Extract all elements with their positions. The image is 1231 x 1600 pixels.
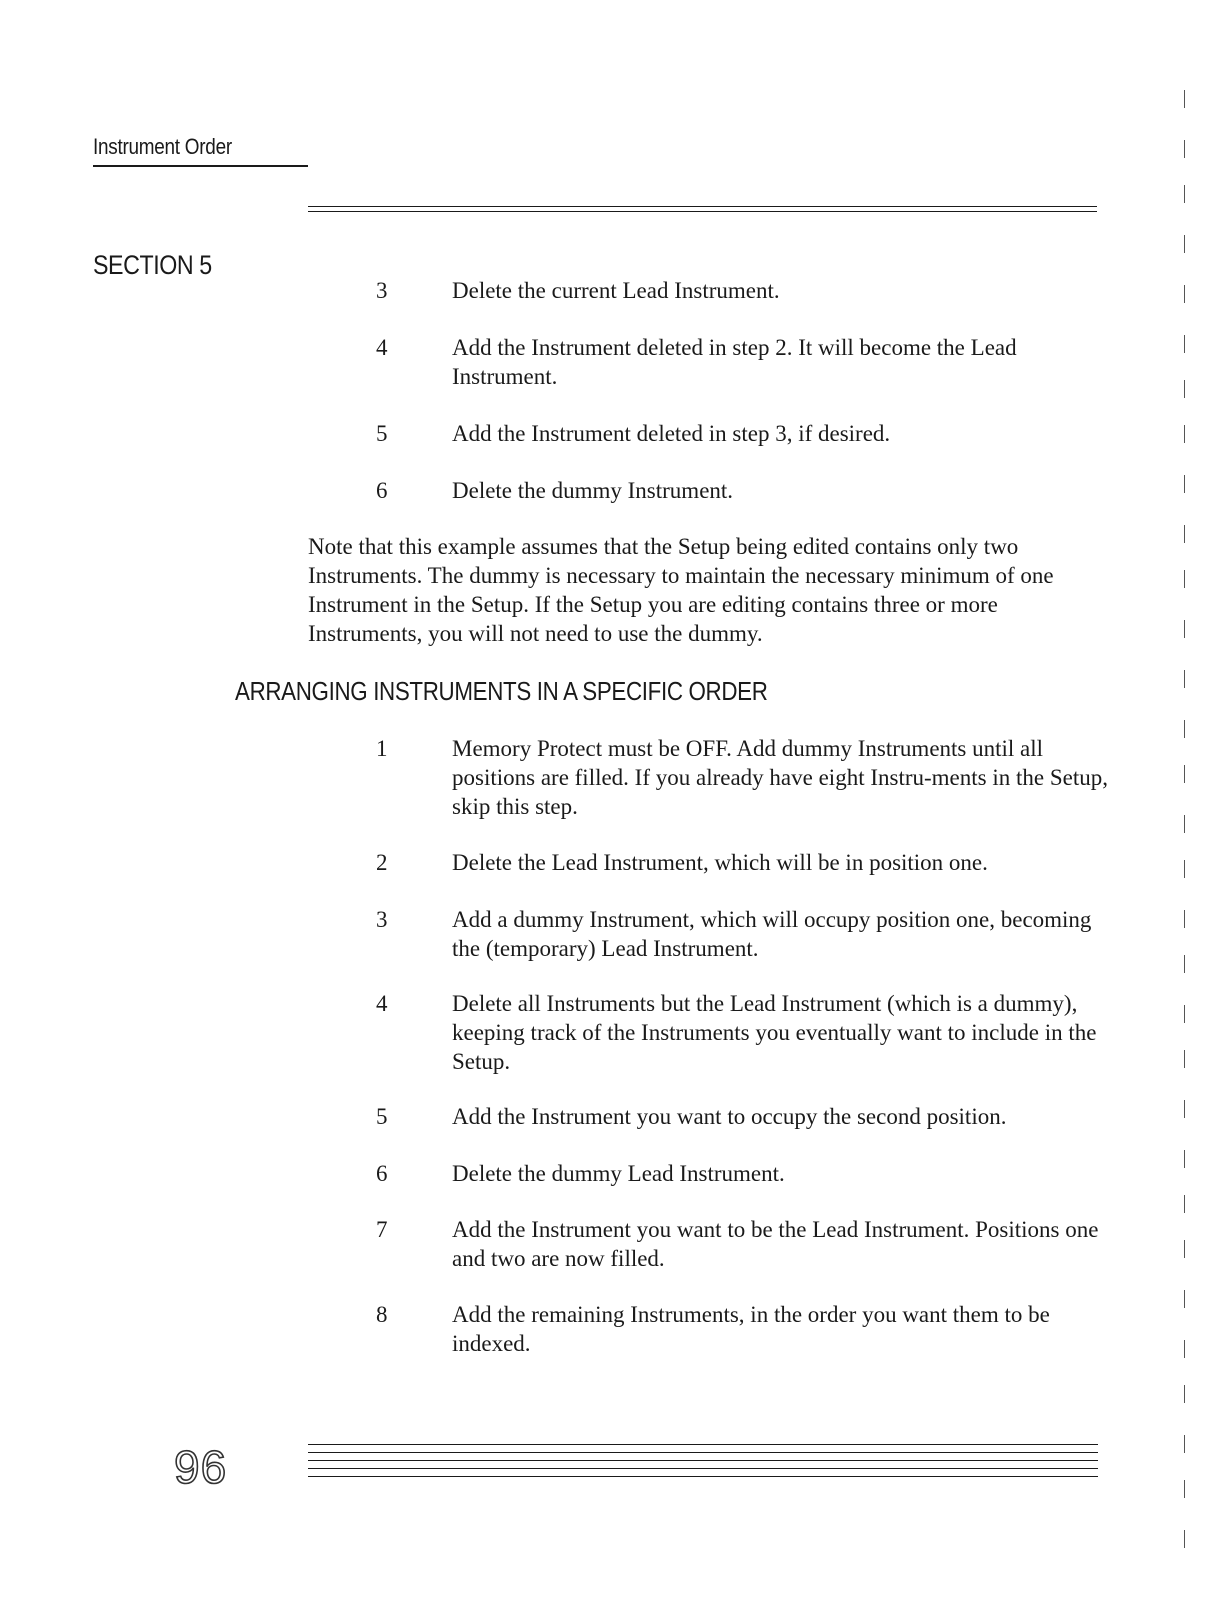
step-text: Add the Instrument deleted in step 3, if desired. — [452, 421, 891, 446]
section-label: SECTION 5 — [93, 250, 212, 280]
subheading: ARRANGING INSTRUMENTS IN A SPECIFIC ORDER — [235, 676, 768, 706]
step-text: Memory Protect must be OFF. Add dummy Instruments until all positions are filled. If you already have eight Instru-ments in the Setup, skip this step. — [452, 736, 1108, 819]
step-text: Add a dummy Instrument, which will occupy position one, becoming the (temporary) Lead Instrument. — [452, 907, 1092, 961]
step-text: Add the Instrument you want to be the Lead Instrument. Positions one and two are now filled. — [452, 1217, 1099, 1271]
step-text: Delete all Instruments but the Lead Instrument (which is a dummy), keeping track of the Instruments you eventually want to include in the Setup. — [452, 991, 1097, 1074]
binding-edge-marks — [1180, 40, 1210, 1560]
step-number: 4 — [376, 335, 388, 360]
step-number: 3 — [376, 907, 388, 932]
step-number: 1 — [376, 736, 388, 761]
page-number: 96 — [174, 1441, 228, 1493]
step-text: Delete the dummy Instrument. — [452, 478, 734, 503]
running-header: Instrument Order — [93, 134, 232, 159]
step-number: 5 — [376, 421, 388, 446]
step-text: Delete the current Lead Instrument. — [452, 278, 780, 303]
note-paragraph: Note that this example assumes that the Setup being edited contains only two Instruments. The dummy is necessary to maintain the necessary minimum of one Instrument in the Setup. If the Setup you are editing contains three or more Instruments, you will not need to use the dummy. — [308, 534, 1054, 646]
step-number: 7 — [376, 1217, 388, 1242]
step-text: Add the remaining Instruments, in the order you want them to be indexed. — [452, 1302, 1050, 1356]
bottom-rules — [308, 1444, 1098, 1484]
step-number: 5 — [376, 1104, 388, 1129]
header-rule — [93, 165, 308, 167]
step-number: 6 — [376, 1161, 388, 1186]
step-number: 2 — [376, 850, 388, 875]
step-text: Delete the Lead Instrument, which will be in position one. — [452, 850, 988, 875]
step-text: Add the Instrument deleted in step 2. It will become the Lead Instrument. — [452, 335, 1017, 389]
top-double-rule — [308, 206, 1097, 216]
step-number: 6 — [376, 478, 388, 503]
step-text: Delete the dummy Lead Instrument. — [452, 1161, 785, 1186]
step-number: 8 — [376, 1302, 388, 1327]
step-number: 4 — [376, 991, 388, 1016]
step-number: 3 — [376, 278, 388, 303]
step-text: Add the Instrument you want to occupy the second position. — [452, 1104, 1007, 1129]
